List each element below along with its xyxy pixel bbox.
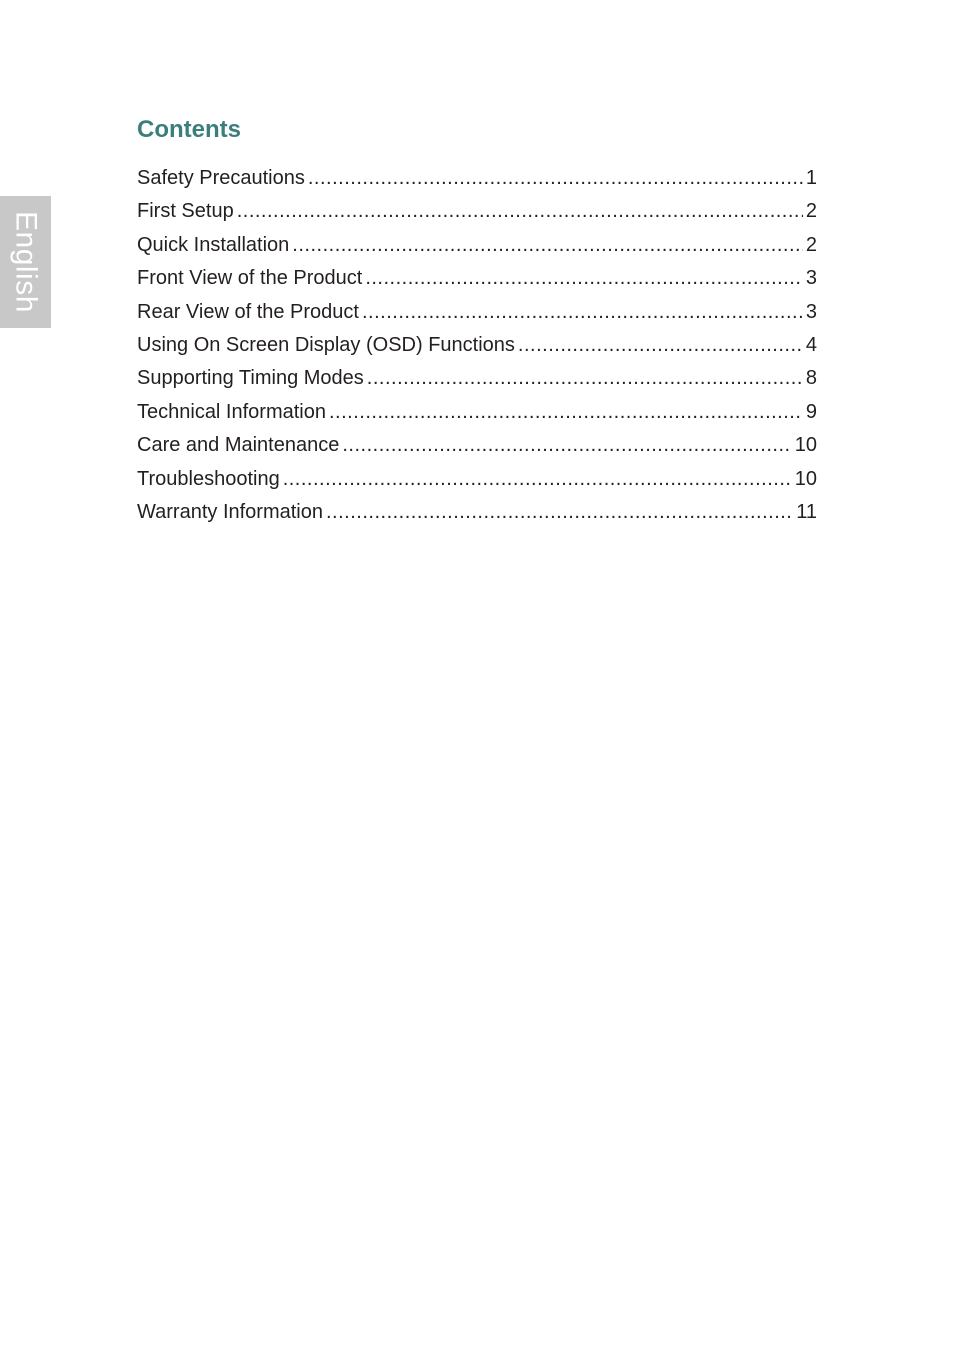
toc-entry-title: Supporting Timing Modes: [137, 367, 364, 390]
toc-entry-page: 8: [805, 367, 817, 390]
toc-entry-page: 3: [805, 267, 817, 290]
toc-dot-leader: [237, 195, 803, 228]
toc-entry-page: 3: [805, 300, 817, 323]
toc-entry-title: Technical Information: [137, 400, 326, 423]
toc-entry-title: Safety Precautions: [137, 167, 305, 189]
toc-entry-title: Using On Screen Display (OSD) Functions: [137, 333, 515, 356]
toc-entry-page: 1: [805, 167, 817, 189]
toc-entry-page: 9: [805, 400, 817, 423]
toc-entry-page: 2: [805, 200, 817, 223]
toc-dot-leader: [292, 229, 803, 262]
toc-entry-troubleshooting[interactable]: [137, 463, 817, 496]
toc-entry-page: 11: [796, 500, 817, 523]
toc-entry-rear-view[interactable]: [137, 296, 817, 329]
toc-dot-leader: [518, 329, 803, 362]
toc-entry-page: 2: [805, 233, 817, 256]
toc-entry-title: First Setup: [137, 200, 234, 223]
toc-entry-care-maintenance[interactable]: [137, 429, 817, 462]
toc-entry-quick-installation[interactable]: [137, 229, 817, 262]
toc-dot-leader: [283, 463, 792, 496]
toc-entry-title: Front View of the Product: [137, 267, 363, 290]
toc-entry-title: Quick Installation: [137, 233, 290, 256]
toc-entry-osd-functions[interactable]: [137, 329, 817, 362]
toc-dot-leader: [365, 262, 803, 295]
toc-entry-title: Warranty Information: [137, 500, 323, 523]
toc-entry-page: 10: [794, 467, 817, 490]
toc-entry-safety-precautions[interactable]: [137, 162, 817, 195]
toc-entry-page: 10: [794, 434, 817, 457]
toc-dot-leader: [329, 396, 803, 429]
toc-entry-title: Troubleshooting: [137, 467, 280, 490]
language-tab-label: English: [9, 211, 43, 313]
toc-entry-timing-modes[interactable]: [137, 362, 817, 395]
toc-list: [137, 162, 817, 529]
toc-dot-leader: [362, 296, 803, 329]
toc-entry-title: Care and Maintenance: [137, 434, 340, 457]
toc-dot-leader: [308, 162, 803, 195]
toc-entry-warranty-information[interactable]: [137, 496, 817, 529]
toc-entry-first-setup[interactable]: [137, 195, 817, 228]
toc-entry-technical-information[interactable]: [137, 396, 817, 429]
toc-entry-front-view[interactable]: [137, 262, 817, 295]
toc-entry-page: 4: [805, 333, 817, 356]
toc-dot-leader: [326, 496, 793, 529]
toc-entry-title: Rear View of the Product: [137, 300, 359, 323]
toc-dot-leader: [342, 429, 791, 462]
toc-heading: Contents: [137, 116, 241, 143]
language-tab[interactable]: [0, 196, 51, 328]
toc-dot-leader: [367, 362, 803, 395]
table-of-contents: [137, 112, 817, 529]
